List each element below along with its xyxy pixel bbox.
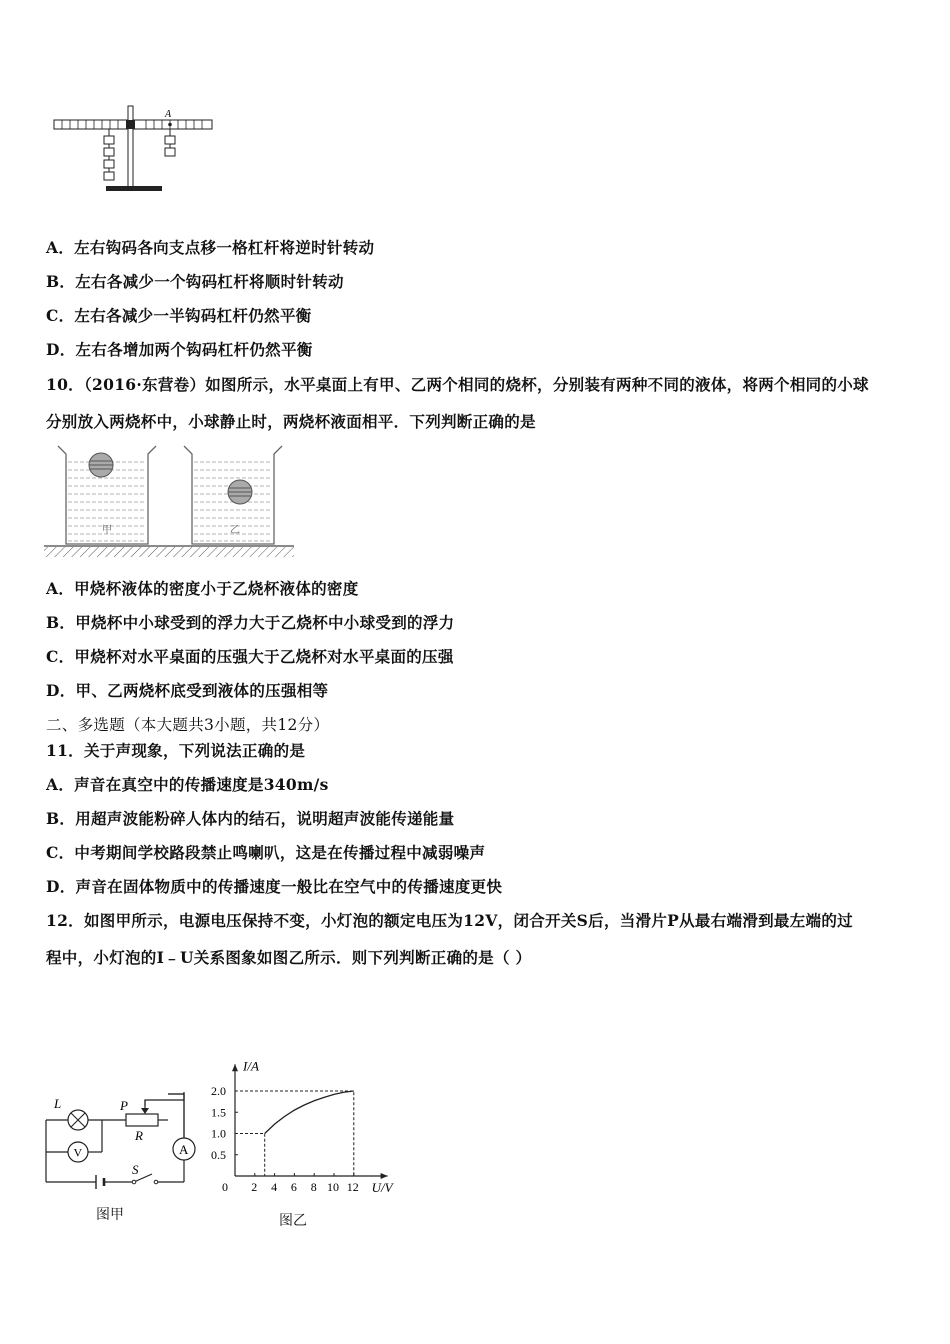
x-tick-label: 8 — [310, 1180, 317, 1194]
y-tick-label: 0.5 — [211, 1147, 226, 1162]
q12-stem-line1: 12．如图甲所示，电源电压保持不变，小灯泡的额定电压为12V，闭合开关S后，当滑片P从最右端滑到最左端的过 — [46, 911, 853, 930]
x-tick-label: 10 — [327, 1180, 339, 1194]
q9-option-a: A．左右钩码各向支点移一格杠杆将逆时针转动 — [46, 238, 375, 257]
iu-graph — [205, 1050, 410, 1200]
circuit-diagram — [40, 1090, 205, 1195]
x-tick-label: 12 — [346, 1180, 359, 1194]
lamp-label: L — [54, 1096, 62, 1111]
q11-option-a: A．声音在真空中的传播速度是340m/s — [46, 775, 329, 794]
y-tick-label: 2.0 — [211, 1084, 226, 1098]
voltmeter-icon — [68, 1142, 88, 1162]
lever-figure — [48, 100, 223, 200]
lamp-icon — [68, 1110, 88, 1130]
slider-label: P — [120, 1098, 128, 1113]
x-axis-label: U/V — [371, 1180, 393, 1195]
circuit-caption: 图甲 — [96, 1207, 124, 1223]
y-tick-label: 1.5 — [211, 1105, 226, 1120]
x-tick-label: 0 — [222, 1180, 228, 1194]
q11-option-d: D．声音在固体物质中的传播速度一般比在空气中的传播速度更快 — [46, 877, 503, 896]
lever-point-label: A — [165, 109, 172, 120]
section-heading: 二、多选题（本大题共3小题，共12分） — [46, 716, 330, 734]
beaker-jia — [58, 446, 156, 544]
q9-option-d: D．左右各增加两个钩码杠杆仍然平衡 — [46, 340, 313, 359]
resistor-label: R — [135, 1128, 143, 1143]
y-axis-label: I/A — [243, 1058, 259, 1074]
beaker-yi-label: 乙 — [230, 525, 240, 536]
q11-stem: 11．关于声现象，下列说法正确的是 — [46, 741, 306, 760]
q11-option-c: C．中考期间学校路段禁止鸣喇叭，这是在传播过程中减弱噪声 — [46, 843, 486, 862]
svg-text:A: A — [179, 1142, 189, 1157]
q10-option-a: A．甲烧杯液体的密度小于乙烧杯液体的密度 — [46, 579, 359, 598]
beakers-figure — [44, 440, 294, 562]
graph-caption: 图乙 — [279, 1213, 307, 1229]
y-axis-arrow — [232, 1064, 238, 1071]
x-tick-label: 2 — [251, 1180, 258, 1194]
x-tick-label: 6 — [290, 1180, 297, 1194]
q12-stem-line2: 程中，小灯泡的I﹣U关系图象如图乙所示．则下列判断正确的是（ ） — [46, 948, 532, 967]
switch-label: S — [132, 1162, 139, 1177]
dashed-guide — [235, 1134, 265, 1177]
svg-text:V: V — [73, 1145, 83, 1160]
ammeter-icon — [173, 1138, 195, 1160]
y-tick-label: 1.0 — [211, 1126, 226, 1141]
beaker-yi — [184, 446, 282, 544]
beaker-jia-label: 甲 — [102, 525, 112, 536]
q10-option-d: D．甲、乙两烧杯底受到液体的压强相等 — [46, 681, 329, 700]
q10-stem-line1: 10．（2016·东营卷）如图所示，水平桌面上有甲、乙两个相同的烧杯，分别装有两种不同的液体，将两个相同的小球 — [46, 375, 869, 394]
q10-option-c: C．甲烧杯对水平桌面的压强大于乙烧杯对水平桌面的压强 — [46, 647, 454, 666]
q10-stem-line2: 分别放入两烧杯中，小球静止时，两烧杯液面相平．下列判断正确的是 — [46, 412, 536, 431]
q9-option-b: B．左右各减少一个钩码杠杆将顺时针转动 — [46, 272, 344, 291]
q10-option-b: B．甲烧杯中小球受到的浮力大于乙烧杯中小球受到的浮力 — [46, 613, 455, 632]
iu-curve — [265, 1091, 354, 1134]
q9-option-c: C．左右各减少一半钩码杠杆仍然平衡 — [46, 306, 312, 325]
x-tick-label: 4 — [271, 1180, 278, 1194]
x-axis-arrow — [381, 1173, 388, 1179]
q11-option-b: B．用超声波能粉碎人体内的结石，说明超声波能传递能量 — [46, 809, 455, 828]
